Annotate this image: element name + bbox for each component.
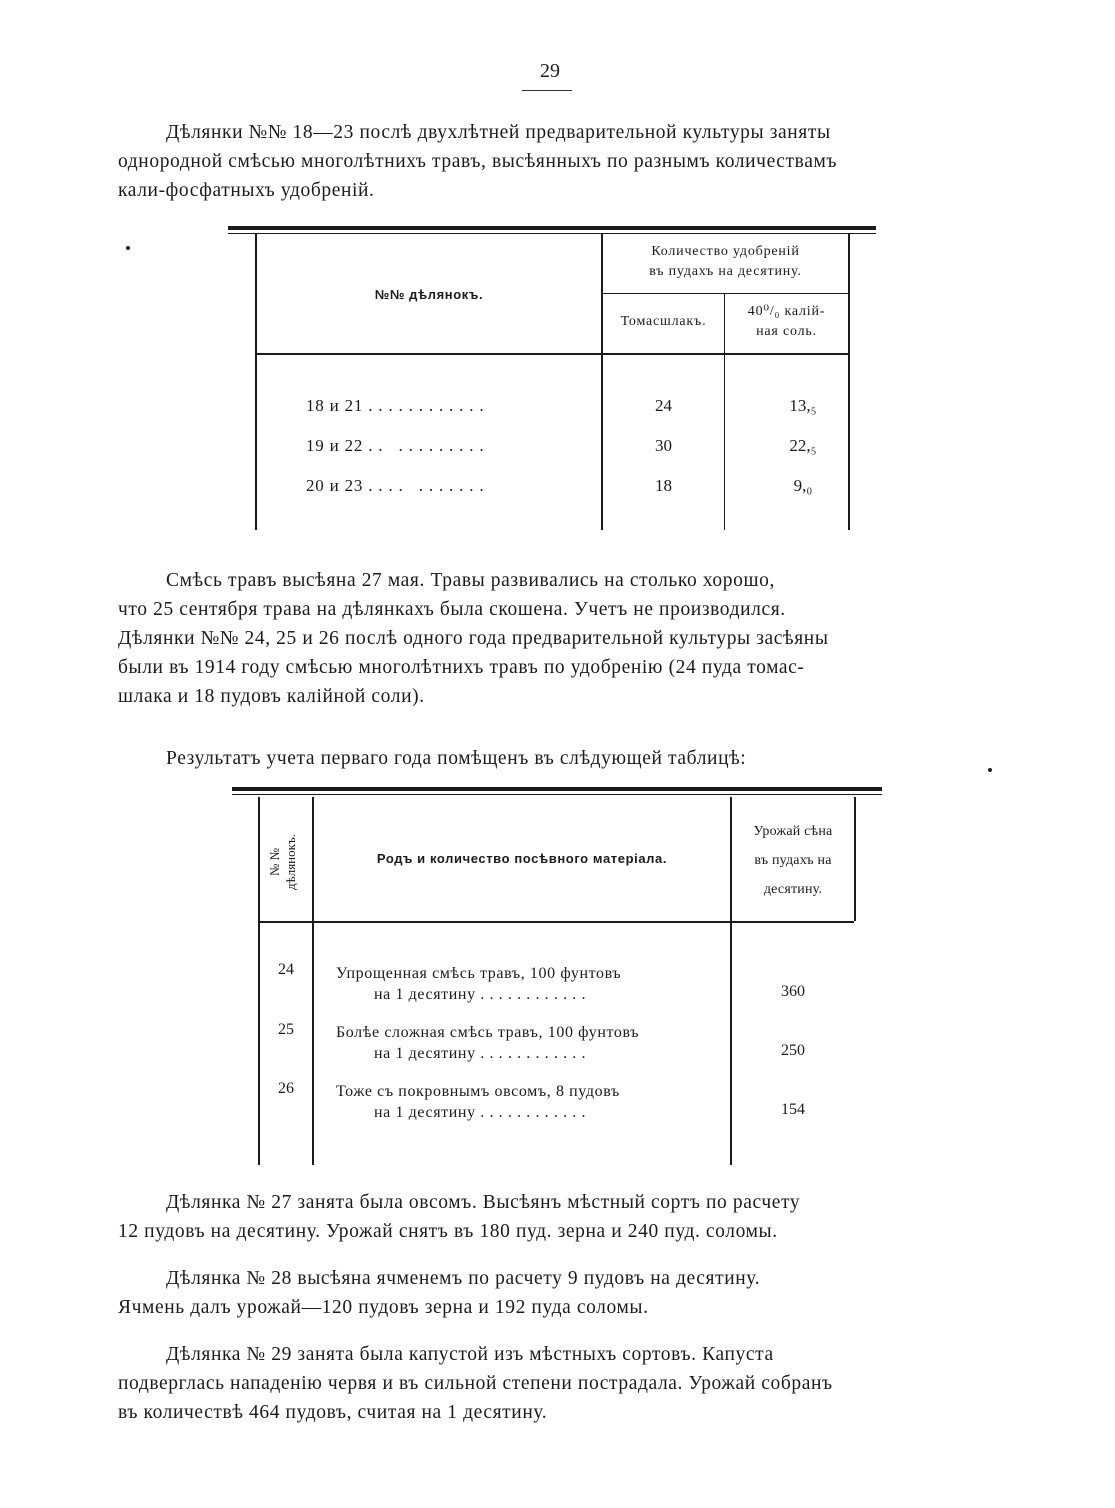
table-cell-material: Упрощенная смѣсь травъ, 100 фунтовъ — [336, 965, 622, 982]
table-row-label: 18 и 21 . . . . . . . . . . . . — [306, 396, 485, 415]
header-line: Количество удобреній — [651, 244, 800, 259]
table-cell-potash: 9,₀ — [793, 476, 813, 495]
table-top-rule — [228, 226, 876, 230]
table-row-label: 20 и 23 . . . . . . . . . . . — [306, 476, 485, 495]
print-speck — [988, 768, 992, 772]
header-hay-yield — [732, 817, 854, 904]
closing-paragraph-28 — [118, 1264, 998, 1322]
table-cell-material: на 1 десятину . . . . . . . . . . . . — [374, 1104, 587, 1121]
header-line: въ пудахъ на десятину. — [649, 264, 802, 279]
middle-line: Смѣсь травъ высѣяна 27 мая. Травы развивались на столько хорошо, — [166, 570, 775, 591]
header-plots: №№ дѣлянокъ. — [374, 287, 484, 302]
table-top-rule-thin — [228, 233, 876, 234]
header-plot-number — [267, 812, 303, 912]
closing-paragraph-27 — [118, 1188, 998, 1246]
header-seed-material: Родъ и количество посѣвного матеріала. — [376, 851, 668, 866]
table-left-border — [255, 234, 257, 530]
middle-line: были въ 1914 году смѣсью многолѣтнихъ травъ по удобренію (24 пуда томас- — [118, 657, 805, 678]
table-cell-yield: 250 — [781, 1042, 805, 1059]
header-line: дѣлянокъ. — [283, 834, 298, 890]
fertilizer-table — [228, 226, 876, 532]
header-line: въ пудахъ на — [754, 853, 832, 868]
table-row-label: 19 и 22 . . . . . . . . . . . — [306, 436, 485, 455]
header-fertilizer-amount — [603, 242, 848, 282]
header-line: ная соль. — [756, 324, 817, 339]
intro-line: Дѣлянки №№ 18—23 послѣ двухлѣтней предварительной культуры заняты — [166, 122, 831, 143]
header-line: 40⁰/₀ калій- — [747, 304, 826, 319]
result-line: Результатъ учета перваго года помѣщенъ въ слѣдующей таблицѣ: — [166, 748, 747, 769]
table-cell-plot: 25 — [278, 1021, 294, 1038]
header-potash-salt — [725, 302, 848, 342]
closing-line: Дѣлянка № 29 занята была капустой изъ мѣстныхъ сортовъ. Капуста — [166, 1344, 774, 1365]
closing-line: Дѣлянка № 27 занята была овсомъ. Высѣянъ мѣстный сортъ по расчету — [166, 1192, 801, 1213]
table-cell-thomas: 18 — [655, 476, 672, 495]
table-cell-material: на 1 десятину . . . . . . . . . . . . — [374, 986, 587, 1003]
closing-line: въ количествѣ 464 пудовъ, считая на 1 десятину. — [118, 1402, 548, 1423]
middle-line: шлака и 18 пудовъ калійной соли). — [118, 686, 425, 707]
header-line: № № — [267, 847, 282, 877]
table-cell-yield: 154 — [781, 1101, 805, 1118]
closing-line: Ячмень далъ урожай—120 пудовъ зерна и 192 пуда соломы. — [118, 1297, 649, 1318]
header-line: десятину. — [763, 882, 823, 897]
table-top-rule — [232, 787, 882, 791]
table-cell-potash: 22,₅ — [789, 436, 817, 455]
header-bottom-rule — [257, 353, 848, 355]
group-header-rule — [603, 293, 848, 294]
table-cell-plot: 26 — [278, 1080, 294, 1097]
hay-yield-table — [228, 787, 882, 1167]
header-line: Урожай сѣна — [753, 824, 833, 839]
table-right-border — [848, 234, 850, 530]
intro-line: однородной смѣсью многолѣтнихъ травъ, высѣянныхъ по разнымъ количествамъ — [118, 151, 838, 172]
table-cell-plot: 24 — [278, 961, 294, 978]
table-left-border — [258, 797, 260, 1165]
middle-line: Дѣлянки №№ 24, 25 и 26 послѣ одного года предварительной культуры засѣяны — [118, 628, 829, 649]
middle-line: что 25 сентября трава на дѣлянкахъ была скошена. Учетъ не производился. — [118, 599, 786, 620]
table-cell-thomas: 24 — [655, 396, 672, 415]
table-cell-thomas: 30 — [655, 436, 672, 455]
print-speck — [126, 246, 130, 250]
intro-line: кали-фосфатныхъ удобреній. — [118, 180, 375, 201]
table-cell-potash: 13,₅ — [789, 396, 817, 415]
header-thomas-slag: Томасшлакъ. — [620, 314, 707, 329]
page-number: 29 — [540, 60, 560, 82]
table-cell-yield: 360 — [781, 983, 805, 1000]
table-cell-material: Болѣе сложная смѣсь травъ, 100 фунтовъ — [336, 1024, 640, 1041]
page-number-rule — [522, 90, 572, 91]
table-cell-material: на 1 десятину . . . . . . . . . . . . — [374, 1045, 587, 1062]
closing-line: Дѣлянка № 28 высѣяна ячменемъ по расчету 9 пудовъ на десятину. — [166, 1268, 761, 1289]
closing-paragraph-29 — [118, 1340, 998, 1427]
table-right-border — [854, 797, 856, 921]
header-bottom-rule — [260, 921, 854, 923]
table-top-rule-thin — [232, 794, 882, 795]
middle-paragraph — [118, 566, 998, 711]
result-intro — [118, 744, 998, 773]
table-cell-material: Тоже съ покровнымъ овсомъ, 8 пудовъ — [336, 1083, 620, 1100]
intro-paragraph — [118, 118, 998, 205]
closing-line: 12 пудовъ на десятину. Урожай снятъ въ 180 пуд. зерна и 240 пуд. соломы. — [118, 1221, 778, 1242]
closing-line: подверглась нападенію червя и въ сильной степени пострадала. Урожай собранъ — [118, 1373, 833, 1394]
